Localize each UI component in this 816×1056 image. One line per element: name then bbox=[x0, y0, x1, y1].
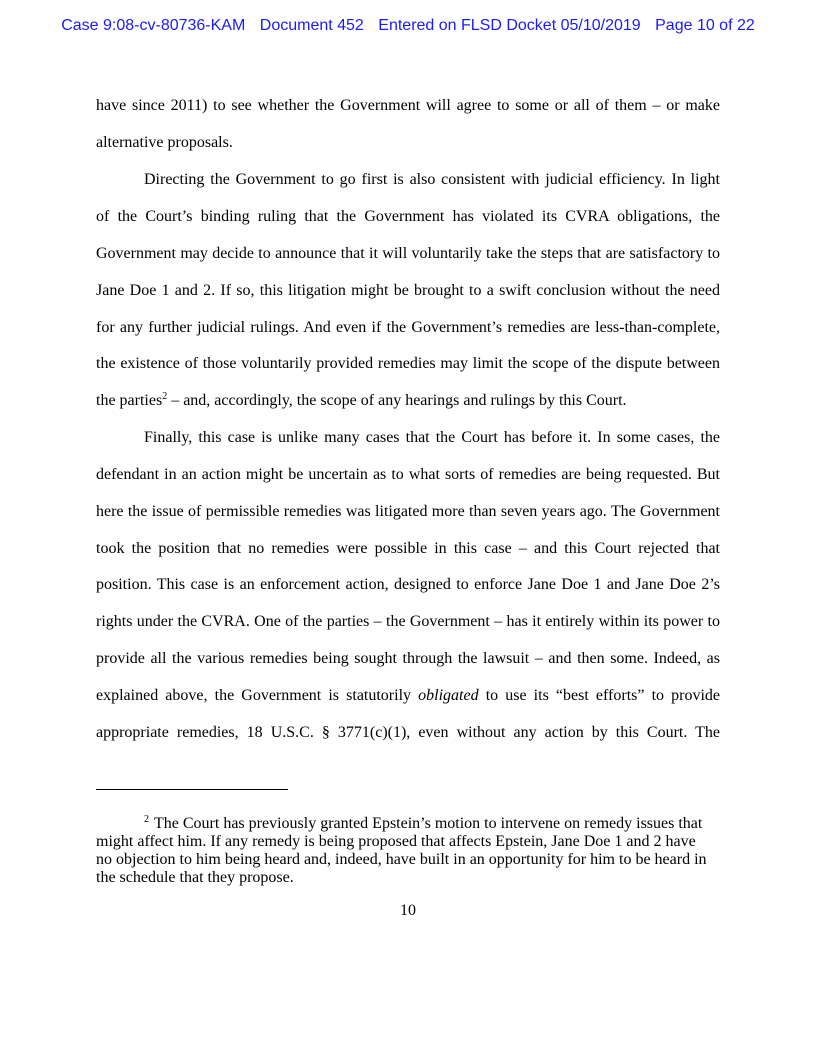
docket-header bbox=[0, 17, 816, 35]
text-line bbox=[96, 686, 720, 706]
entered-date: Entered on FLSD Docket 05/10/2019 bbox=[378, 17, 641, 34]
text-segment: The Court has previously granted Epstein’s motion to intervene on remedy issues that bbox=[154, 815, 703, 832]
footnote-reference[interactable]: 2 bbox=[162, 391, 168, 402]
text-line bbox=[96, 391, 720, 411]
text-line: of the Court’s binding ruling that the Government has violated its CVRA obligations, the bbox=[96, 208, 720, 225]
page-number: 10 bbox=[400, 902, 416, 919]
text-line: alternative proposals. bbox=[96, 134, 233, 151]
text-line: provide all the various remedies being sought through the lawsuit – and then some. Indeed, as bbox=[96, 650, 720, 667]
text-segment: to use its “best efforts” to provide bbox=[478, 687, 720, 704]
footnote-line bbox=[144, 815, 756, 833]
text-line: position. This case is an enforcement action, designed to enforce Jane Doe 1 and Jane Doe 2’s bbox=[96, 576, 720, 593]
text-line: defendant in an action might be uncertain as to what sorts of remedies are being requested. But bbox=[96, 466, 720, 483]
text-segment: – and, accordingly, the scope of any hearings and rulings by this Court. bbox=[167, 392, 627, 409]
text-line: the existence of those voluntarily provided remedies may limit the scope of the dispute between bbox=[96, 355, 720, 372]
footnote-number: 2 bbox=[144, 814, 149, 825]
text-line: for any further judicial rulings. And even if the Government’s remedies are less-than-complete, bbox=[96, 319, 720, 336]
text-line: Jane Doe 1 and 2. If so, this litigation might be brought to a swift conclusion without the need bbox=[96, 282, 720, 299]
text-line: Finally, this case is unlike many cases that the Court has before it. In some cases, the bbox=[144, 429, 720, 446]
text-line: here the issue of permissible remedies was litigated more than seven years ago. The Government bbox=[96, 503, 720, 520]
text-line: have since 2011) to see whether the Government will agree to some or all of them – or make bbox=[96, 97, 720, 114]
document-number: Document 452 bbox=[259, 17, 364, 34]
footnote-line: might affect him. If any remedy is being proposed that affects Epstein, Jane Doe 1 and 2 have bbox=[96, 833, 696, 850]
text-segment: explained above, the Government is statutorily bbox=[96, 687, 419, 704]
text-line: rights under the CVRA. One of the parties – the Government – has it entirely within its power to bbox=[96, 613, 720, 630]
case-number: Case 9:08-cv-80736-KAM bbox=[61, 17, 246, 34]
text-line: Directing the Government to go first is also consistent with judicial efficiency. In light bbox=[144, 171, 720, 188]
footnote-line: no objection to him being heard and, indeed, have built in an opportunity for him to be heard in bbox=[96, 851, 707, 868]
page-indicator: Page 10 of 22 bbox=[655, 17, 755, 34]
text-line: Government may decide to announce that it will voluntarily take the steps that are satisfactory to bbox=[96, 245, 720, 262]
footnote-separator bbox=[96, 789, 288, 790]
text-segment: the parties bbox=[96, 392, 163, 409]
text-line: appropriate remedies, 18 U.S.C. § 3771(c)(1), even without any action by this Court. The bbox=[96, 724, 720, 741]
footnote-line: the schedule that they propose. bbox=[96, 869, 294, 886]
text-line: took the position that no remedies were possible in this case – and this Court rejected that bbox=[96, 540, 720, 557]
emphasized-word: obligated bbox=[418, 687, 479, 704]
